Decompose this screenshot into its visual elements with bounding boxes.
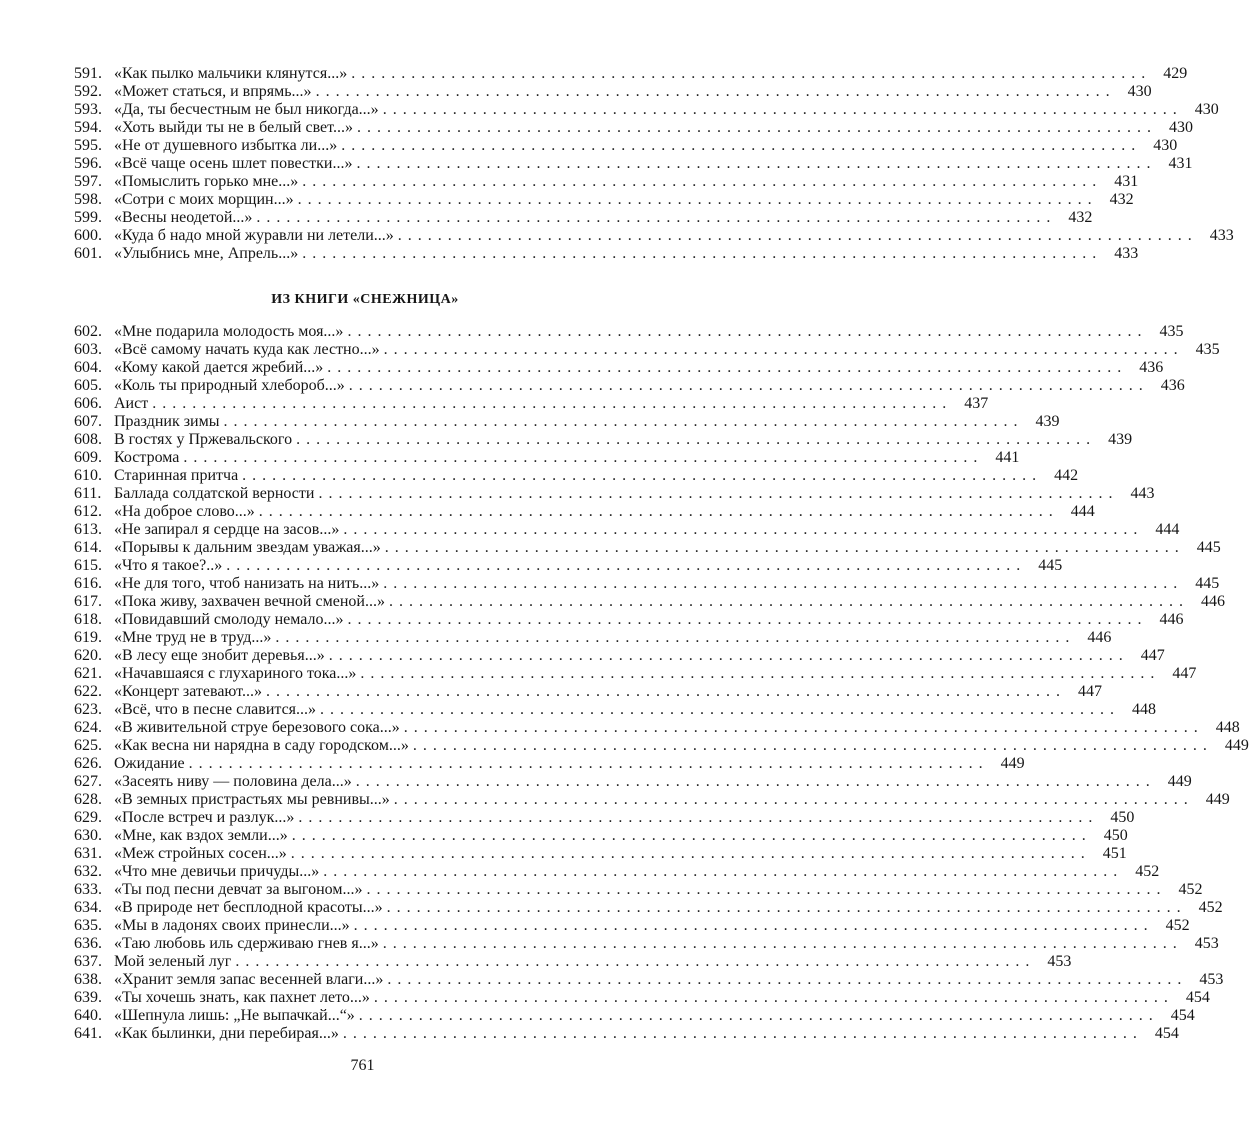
entry-page: 432 bbox=[1068, 209, 1093, 226]
dot-leader: ................................................................................ bbox=[360, 665, 1161, 682]
toc-entry bbox=[74, 611, 1184, 629]
dot-leader: ................................................................................ bbox=[348, 377, 1149, 394]
entry-page: 453 bbox=[1199, 971, 1224, 988]
entry-page: 439 bbox=[1035, 413, 1060, 430]
toc-entry bbox=[74, 449, 1020, 467]
entry-number: 624. bbox=[74, 719, 102, 736]
entry-number: 602. bbox=[74, 323, 102, 340]
entry-title: «Хоть выйди ты не в белый свет...» bbox=[114, 119, 353, 136]
toc-entry bbox=[74, 323, 1184, 341]
dot-leader: ................................................................................ bbox=[388, 593, 1189, 610]
entry-number: 613. bbox=[74, 521, 102, 538]
dot-leader: ................................................................................ bbox=[356, 119, 1157, 136]
entry-title: «Может статься, и впрямь...» bbox=[114, 83, 312, 100]
toc-entry bbox=[74, 191, 1134, 209]
toc-entry bbox=[74, 593, 1225, 611]
dot-leader: ................................................................................ bbox=[342, 1025, 1143, 1042]
entry-page: 450 bbox=[1103, 827, 1128, 844]
entry-number: 597. bbox=[74, 173, 102, 190]
entry-title: «В природе нет бесплодной красоты...» bbox=[114, 899, 383, 916]
entry-title: «Ты под песни девчат за выгоном...» bbox=[114, 881, 363, 898]
entry-page: 431 bbox=[1168, 155, 1193, 172]
toc-entry bbox=[74, 845, 1127, 863]
entry-title: «Мне подарила молодость моя...» bbox=[114, 323, 344, 340]
entry-page: 436 bbox=[1139, 359, 1164, 376]
entry-number: 608. bbox=[74, 431, 102, 448]
entry-page: 452 bbox=[1178, 881, 1203, 898]
toc-entry bbox=[74, 503, 1095, 521]
entry-title: «Всё, что в песне славится...» bbox=[114, 701, 317, 718]
dot-leader: ................................................................................ bbox=[223, 413, 1024, 430]
entry-page: 431 bbox=[1114, 173, 1139, 190]
toc-entry bbox=[74, 719, 1240, 737]
toc-entry bbox=[74, 209, 1093, 227]
entry-title: «Как былинки, дни перебирая...» bbox=[114, 1025, 339, 1042]
toc-entry bbox=[74, 413, 1060, 431]
toc-entry bbox=[74, 899, 1223, 917]
page-number: 761 bbox=[350, 1057, 375, 1074]
toc-entry bbox=[74, 953, 1072, 971]
entry-page: 449 bbox=[1000, 755, 1025, 772]
entry-title: «Мне, как вздох земли...» bbox=[114, 827, 288, 844]
toc-entry bbox=[74, 137, 1178, 155]
entry-page: 437 bbox=[964, 395, 989, 412]
entry-number: 619. bbox=[74, 629, 102, 646]
entry-title: В гостях у Пржевальского bbox=[114, 431, 293, 448]
entry-page: 448 bbox=[1132, 701, 1157, 718]
entry-title: «В земных пристрастьях мы ревнивы...» bbox=[114, 791, 390, 808]
toc-entry bbox=[74, 359, 1164, 377]
dot-leader: ................................................................................ bbox=[355, 773, 1156, 790]
entry-page: 447 bbox=[1140, 647, 1165, 664]
entry-number: 596. bbox=[74, 155, 102, 172]
entry-title: Мой зеленый луг bbox=[114, 953, 232, 970]
dot-leader: ................................................................................ bbox=[290, 845, 1091, 862]
entry-title: Ожидание bbox=[114, 755, 185, 772]
dot-leader: ................................................................................ bbox=[302, 245, 1103, 262]
dot-leader: ................................................................................ bbox=[226, 557, 1027, 574]
dot-leader: ................................................................................ bbox=[258, 503, 1059, 520]
dot-leader: ................................................................................ bbox=[347, 323, 1148, 340]
entry-title: «Повидавший смолоду немало...» bbox=[114, 611, 344, 628]
dot-leader: ................................................................................ bbox=[235, 953, 1036, 970]
dot-leader: ................................................................................ bbox=[328, 647, 1129, 664]
entry-title: «Что я такое?..» bbox=[114, 557, 223, 574]
entry-title: «Что мне девичьи причуды...» bbox=[114, 863, 320, 880]
entry-number: 595. bbox=[74, 137, 102, 154]
entry-title: «В лесу еще знобит деревья...» bbox=[114, 647, 325, 664]
entry-page: 436 bbox=[1160, 377, 1185, 394]
entry-number: 591. bbox=[74, 65, 102, 82]
entry-page: 451 bbox=[1102, 845, 1127, 862]
toc-entry bbox=[74, 629, 1112, 647]
entry-page: 445 bbox=[1195, 575, 1220, 592]
toc-entry bbox=[74, 1007, 1195, 1025]
entry-number: 615. bbox=[74, 557, 102, 574]
entry-page: 435 bbox=[1159, 323, 1184, 340]
dot-leader: ................................................................................ bbox=[382, 935, 1183, 952]
toc-entry bbox=[74, 881, 1203, 899]
dot-leader: ................................................................................ bbox=[275, 629, 1076, 646]
toc-entry bbox=[74, 773, 1192, 791]
entry-page: 442 bbox=[1054, 467, 1079, 484]
entry-title: «Весны неодетой...» bbox=[114, 209, 253, 226]
entry-page: 439 bbox=[1108, 431, 1133, 448]
toc-entry bbox=[74, 665, 1197, 683]
toc-entry bbox=[74, 119, 1193, 137]
entry-page: 430 bbox=[1153, 137, 1178, 154]
toc-entry bbox=[74, 647, 1165, 665]
entry-title: «Пока живу, захвачен вечной сменой...» bbox=[114, 593, 385, 610]
toc-entry bbox=[74, 701, 1157, 719]
entry-number: 621. bbox=[74, 665, 102, 682]
entry-title: «Таю любовь иль сдерживаю гнев я...» bbox=[114, 935, 379, 952]
entry-title: «Мы в ладонях своих принесли...» bbox=[114, 917, 350, 934]
entry-number: 603. bbox=[74, 341, 102, 358]
dot-leader: ................................................................................ bbox=[320, 701, 1121, 718]
dot-leader: ................................................................................ bbox=[366, 881, 1167, 898]
entry-page: 446 bbox=[1159, 611, 1184, 628]
dot-leader: ................................................................................ bbox=[358, 1007, 1159, 1024]
dot-leader: ................................................................................ bbox=[315, 83, 1116, 100]
entry-title: «Мне труд не в труд...» bbox=[114, 629, 272, 646]
dot-leader: ................................................................................ bbox=[256, 209, 1057, 226]
entry-title: «Не запирал я сердце на засов...» bbox=[114, 521, 340, 538]
entry-number: 637. bbox=[74, 953, 102, 970]
entry-number: 620. bbox=[74, 647, 102, 664]
entry-page: 443 bbox=[1130, 485, 1155, 502]
entry-number: 616. bbox=[74, 575, 102, 592]
entry-page: 453 bbox=[1194, 935, 1219, 952]
entry-number: 600. bbox=[74, 227, 102, 244]
entry-title: «Порывы к дальним звездам уважая...» bbox=[114, 539, 381, 556]
entry-page: 441 bbox=[995, 449, 1020, 466]
entry-page: 454 bbox=[1185, 989, 1210, 1006]
entry-page: 435 bbox=[1195, 341, 1220, 358]
entry-page: 452 bbox=[1165, 917, 1190, 934]
toc-entry bbox=[74, 431, 1133, 449]
dot-leader: ................................................................................ bbox=[356, 155, 1157, 172]
entry-title: Кострома bbox=[114, 449, 180, 466]
toc-entry bbox=[74, 467, 1079, 485]
toc-entry bbox=[74, 227, 1234, 245]
dot-leader: ................................................................................ bbox=[386, 899, 1187, 916]
dot-leader: ................................................................................ bbox=[152, 395, 953, 412]
dot-leader: ................................................................................ bbox=[397, 227, 1198, 244]
toc-entry bbox=[74, 101, 1219, 119]
entry-number: 592. bbox=[74, 83, 102, 100]
dot-leader: ................................................................................ bbox=[347, 611, 1148, 628]
entry-number: 631. bbox=[74, 845, 102, 862]
entry-title: «Не для того, чтоб нанизать на нить...» bbox=[114, 575, 380, 592]
entry-number: 633. bbox=[74, 881, 102, 898]
toc-entry bbox=[74, 65, 1188, 83]
toc-entry bbox=[74, 245, 1139, 263]
dot-leader: ................................................................................ bbox=[296, 431, 1097, 448]
dot-leader: ................................................................................ bbox=[353, 917, 1154, 934]
entry-number: 641. bbox=[74, 1025, 102, 1042]
entry-title: Старинная притча bbox=[114, 467, 239, 484]
entry-page: 430 bbox=[1127, 83, 1152, 100]
toc-entry bbox=[74, 173, 1139, 191]
dot-leader: ................................................................................ bbox=[327, 359, 1128, 376]
entry-title: «Начавшаяся с глухариного тока...» bbox=[114, 665, 357, 682]
entry-number: 626. bbox=[74, 755, 102, 772]
entry-number: 599. bbox=[74, 209, 102, 226]
entry-page: 450 bbox=[1110, 809, 1135, 826]
entry-page: 449 bbox=[1167, 773, 1192, 790]
entry-number: 606. bbox=[74, 395, 102, 412]
entry-number: 598. bbox=[74, 191, 102, 208]
entry-title: «Помыслить горько мне...» bbox=[114, 173, 299, 190]
entry-number: 601. bbox=[74, 245, 102, 262]
entry-page: 452 bbox=[1198, 899, 1223, 916]
entry-number: 614. bbox=[74, 539, 102, 556]
dot-leader: ................................................................................ bbox=[403, 719, 1204, 736]
entry-number: 632. bbox=[74, 863, 102, 880]
entry-title: «Кому какой дается жребий...» bbox=[114, 359, 324, 376]
entry-number: 630. bbox=[74, 827, 102, 844]
entry-number: 628. bbox=[74, 791, 102, 808]
dot-leader: ................................................................................ bbox=[188, 755, 989, 772]
entry-number: 593. bbox=[74, 101, 102, 118]
toc-entry bbox=[74, 575, 1220, 593]
entry-page: 454 bbox=[1154, 1025, 1179, 1042]
dot-leader: ................................................................................ bbox=[412, 737, 1213, 754]
entry-title: «Всё чаще осень шлет повестки...» bbox=[114, 155, 353, 172]
entry-title: «В живительной струе березового сока...» bbox=[114, 719, 400, 736]
entry-page: 445 bbox=[1038, 557, 1063, 574]
entry-title: «Куда б надо мной журавли ни летели...» bbox=[114, 227, 394, 244]
entry-page: 444 bbox=[1070, 503, 1095, 520]
dot-leader: ................................................................................ bbox=[382, 101, 1183, 118]
dot-leader: ................................................................................ bbox=[351, 65, 1152, 82]
toc-entry bbox=[74, 935, 1219, 953]
dot-leader: ................................................................................ bbox=[183, 449, 984, 466]
entry-number: 635. bbox=[74, 917, 102, 934]
toc-entry bbox=[74, 917, 1190, 935]
dot-leader: ................................................................................ bbox=[297, 191, 1098, 208]
entry-page: 445 bbox=[1196, 539, 1221, 556]
toc-entry bbox=[74, 155, 1193, 173]
entry-title: «Не от душевного избытка ли...» bbox=[114, 137, 338, 154]
entry-title: Баллада солдатской верности bbox=[114, 485, 315, 502]
entry-title: «Всё самому начать куда как лестно...» bbox=[114, 341, 380, 358]
entry-title: «Шепнула лишь: „Не выпачкай...“» bbox=[114, 1007, 355, 1024]
entry-title: «Концерт затевают...» bbox=[114, 683, 262, 700]
toc-list-snezhnitsa bbox=[74, 323, 1249, 1043]
toc-entry bbox=[74, 737, 1249, 755]
entry-number: 629. bbox=[74, 809, 102, 826]
dot-leader: ................................................................................ bbox=[387, 971, 1188, 988]
entry-number: 625. bbox=[74, 737, 102, 754]
dot-leader: ................................................................................ bbox=[265, 683, 1066, 700]
entry-number: 594. bbox=[74, 119, 102, 136]
toc-list-previous bbox=[74, 65, 1234, 263]
entry-number: 610. bbox=[74, 467, 102, 484]
entry-number: 605. bbox=[74, 377, 102, 394]
entry-page: 429 bbox=[1163, 65, 1188, 82]
entry-title: Аист bbox=[114, 395, 149, 412]
dot-leader: ................................................................................ bbox=[323, 863, 1124, 880]
entry-title: «На доброе слово...» bbox=[114, 503, 255, 520]
toc-entry bbox=[74, 809, 1135, 827]
dot-leader: ................................................................................ bbox=[373, 989, 1174, 1006]
toc-entry bbox=[74, 83, 1152, 101]
section-heading: ИЗ КНИГИ «СНЕЖНИЦА» bbox=[271, 292, 459, 307]
entry-page: 453 bbox=[1047, 953, 1072, 970]
entry-number: 612. bbox=[74, 503, 102, 520]
entry-page: 433 bbox=[1114, 245, 1139, 262]
dot-leader: ................................................................................ bbox=[384, 539, 1185, 556]
dot-leader: ................................................................................ bbox=[343, 521, 1144, 538]
entry-number: 618. bbox=[74, 611, 102, 628]
dot-leader: ................................................................................ bbox=[302, 173, 1103, 190]
entry-number: 640. bbox=[74, 1007, 102, 1024]
dot-leader: ................................................................................ bbox=[291, 827, 1092, 844]
entry-title: «Да, ты бесчестным не был никогда...» bbox=[114, 101, 379, 118]
entry-number: 604. bbox=[74, 359, 102, 376]
entry-title: «Ты хочешь знать, как пахнет лето...» bbox=[114, 989, 370, 1006]
toc-entry bbox=[74, 539, 1221, 557]
entry-number: 622. bbox=[74, 683, 102, 700]
entry-number: 623. bbox=[74, 701, 102, 718]
dot-leader: ................................................................................ bbox=[341, 137, 1142, 154]
toc-entry bbox=[74, 827, 1128, 845]
entry-page: 454 bbox=[1170, 1007, 1195, 1024]
toc-entry bbox=[74, 377, 1185, 395]
entry-number: 634. bbox=[74, 899, 102, 916]
entry-page: 449 bbox=[1224, 737, 1249, 754]
entry-page: 433 bbox=[1209, 227, 1234, 244]
entry-title: «Сотри с моих морщин...» bbox=[114, 191, 294, 208]
entry-title: «После встреч и разлук...» bbox=[114, 809, 295, 826]
entry-number: 639. bbox=[74, 989, 102, 1006]
entry-number: 611. bbox=[74, 485, 102, 502]
dot-leader: ................................................................................ bbox=[318, 485, 1119, 502]
toc-entry bbox=[74, 521, 1180, 539]
entry-page: 447 bbox=[1077, 683, 1102, 700]
entry-title: «Засеять ниву — половина дела...» bbox=[114, 773, 352, 790]
toc-entry bbox=[74, 989, 1210, 1007]
entry-number: 638. bbox=[74, 971, 102, 988]
toc-entry bbox=[74, 683, 1102, 701]
entry-title: «Как пылко мальчики клянутся...» bbox=[114, 65, 348, 82]
entry-title: «Улыбнись мне, Апрель...» bbox=[114, 245, 299, 262]
dot-leader: ................................................................................ bbox=[383, 341, 1184, 358]
entry-title: Праздник зимы bbox=[114, 413, 220, 430]
toc-entry bbox=[74, 791, 1230, 809]
toc-entry bbox=[74, 557, 1063, 575]
entry-title: «Меж стройных сосен...» bbox=[114, 845, 287, 862]
entry-title: «Хранит земля запас весенней влаги...» bbox=[114, 971, 384, 988]
toc-entry bbox=[74, 863, 1160, 881]
entry-number: 609. bbox=[74, 449, 102, 466]
entry-page: 446 bbox=[1087, 629, 1112, 646]
toc-entry bbox=[74, 341, 1220, 359]
entry-page: 444 bbox=[1155, 521, 1180, 538]
entry-page: 432 bbox=[1109, 191, 1134, 208]
dot-leader: ................................................................................ bbox=[242, 467, 1043, 484]
toc-entry bbox=[74, 395, 989, 413]
toc-entry bbox=[74, 1025, 1179, 1043]
entry-number: 617. bbox=[74, 593, 102, 610]
entry-page: 452 bbox=[1135, 863, 1160, 880]
entry-page: 430 bbox=[1194, 101, 1219, 118]
entry-number: 636. bbox=[74, 935, 102, 952]
toc-entry bbox=[74, 971, 1224, 989]
entry-page: 447 bbox=[1172, 665, 1197, 682]
entry-page: 446 bbox=[1200, 593, 1225, 610]
dot-leader: ................................................................................ bbox=[383, 575, 1184, 592]
entry-page: 448 bbox=[1215, 719, 1240, 736]
dot-leader: ................................................................................ bbox=[393, 791, 1194, 808]
entry-title: «Коль ты природный хлебороб...» bbox=[114, 377, 345, 394]
entry-number: 627. bbox=[74, 773, 102, 790]
entry-page: 430 bbox=[1168, 119, 1193, 136]
toc-entry bbox=[74, 485, 1155, 503]
entry-page: 449 bbox=[1205, 791, 1230, 808]
entry-number: 607. bbox=[74, 413, 102, 430]
entry-title: «Как весна ни нарядна в саду городском...» bbox=[114, 737, 409, 754]
dot-leader: ................................................................................ bbox=[298, 809, 1099, 826]
toc-entry bbox=[74, 755, 1025, 773]
